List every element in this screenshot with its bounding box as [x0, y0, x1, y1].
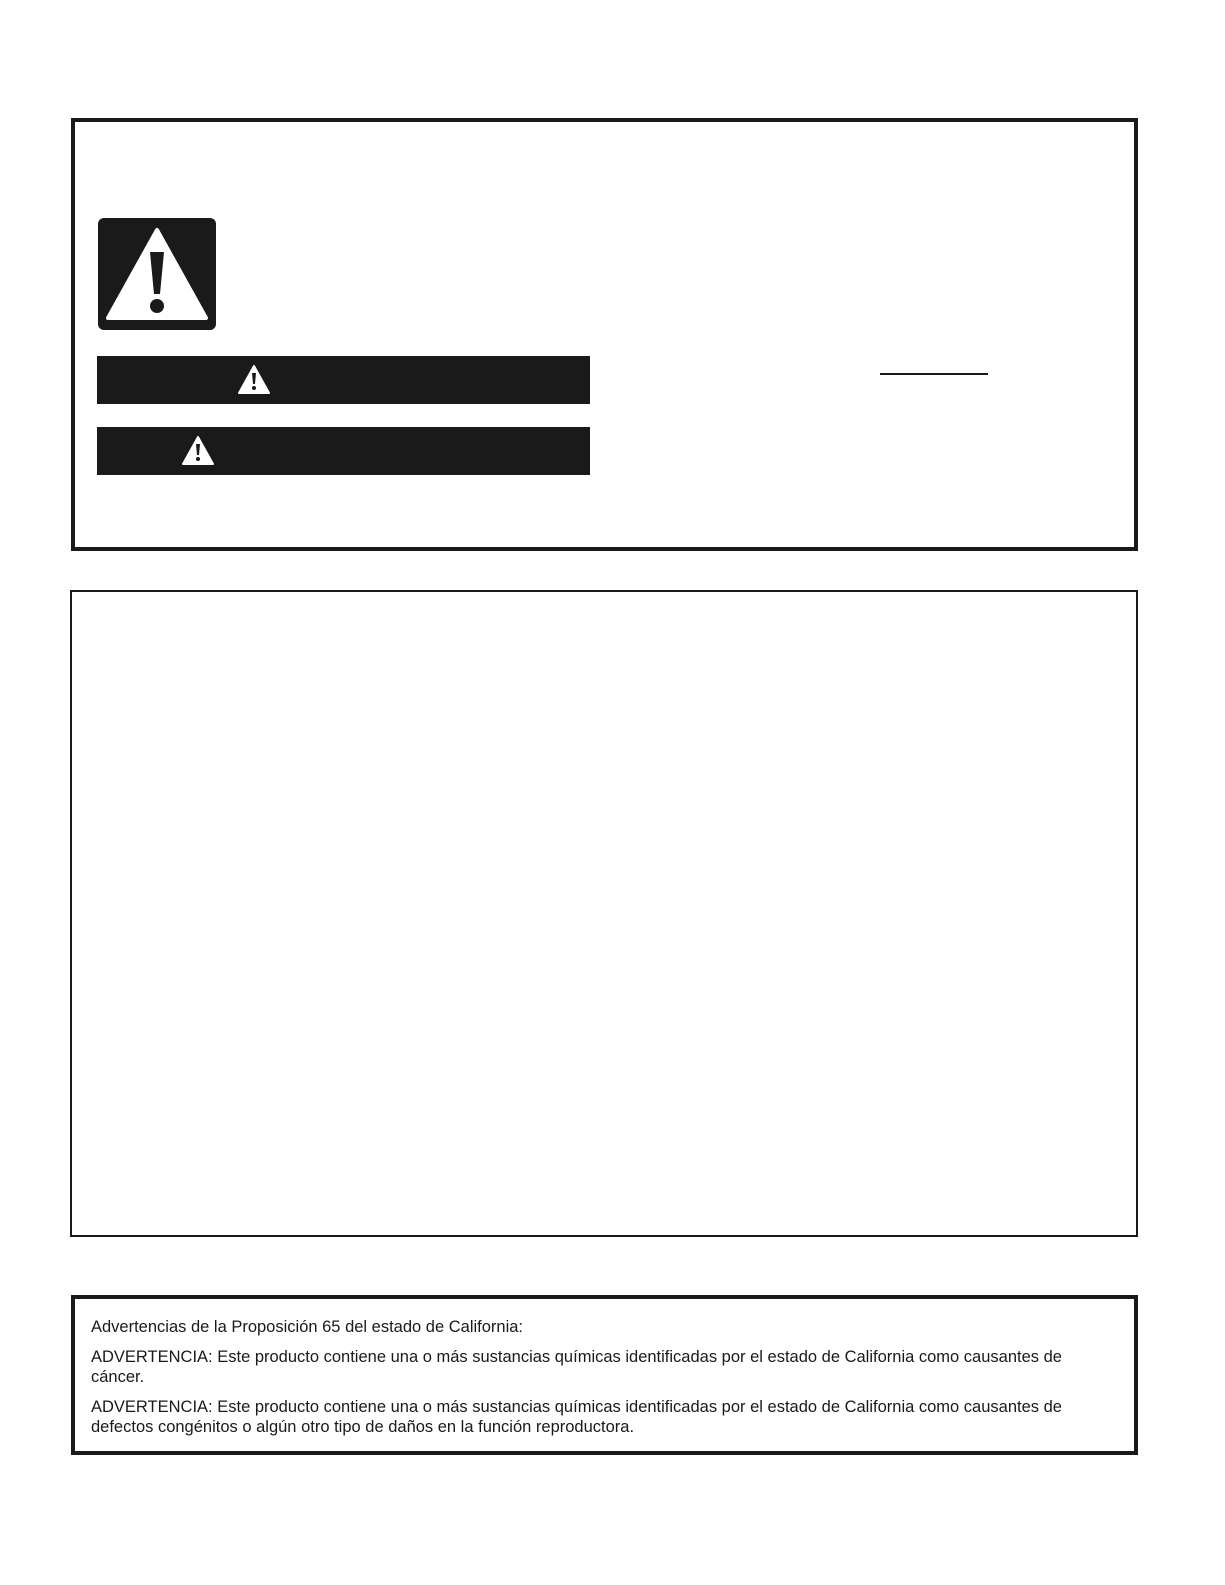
prop65-heading: Advertencias de la Proposición 65 del estado de California: [91, 1318, 524, 1336]
safety-box [71, 118, 1138, 551]
prop65-warning-cancer: ADVERTENCIA: Este producto contiene una o más sustancias químicas identificadas por el estado de California como causantes de cáncer. [91, 1348, 1062, 1386]
warning-signal-bar [97, 427, 590, 475]
important-instructions-box [70, 590, 1138, 1237]
prop65-warning-reproductive: ADVERTENCIA: Este producto contiene una o más sustancias químicas identificadas por el estado de California como causantes de defectos congénitos o algún otro tipo de daños en la función reproductora. [91, 1398, 1062, 1436]
warning-triangle-icon [237, 364, 271, 395]
warning-triangle-icon [181, 435, 215, 466]
underline-rule [880, 373, 988, 375]
danger-signal-bar [97, 356, 590, 404]
prop65-warning-box [71, 1295, 1138, 1455]
warning-triangle-icon [98, 218, 216, 330]
